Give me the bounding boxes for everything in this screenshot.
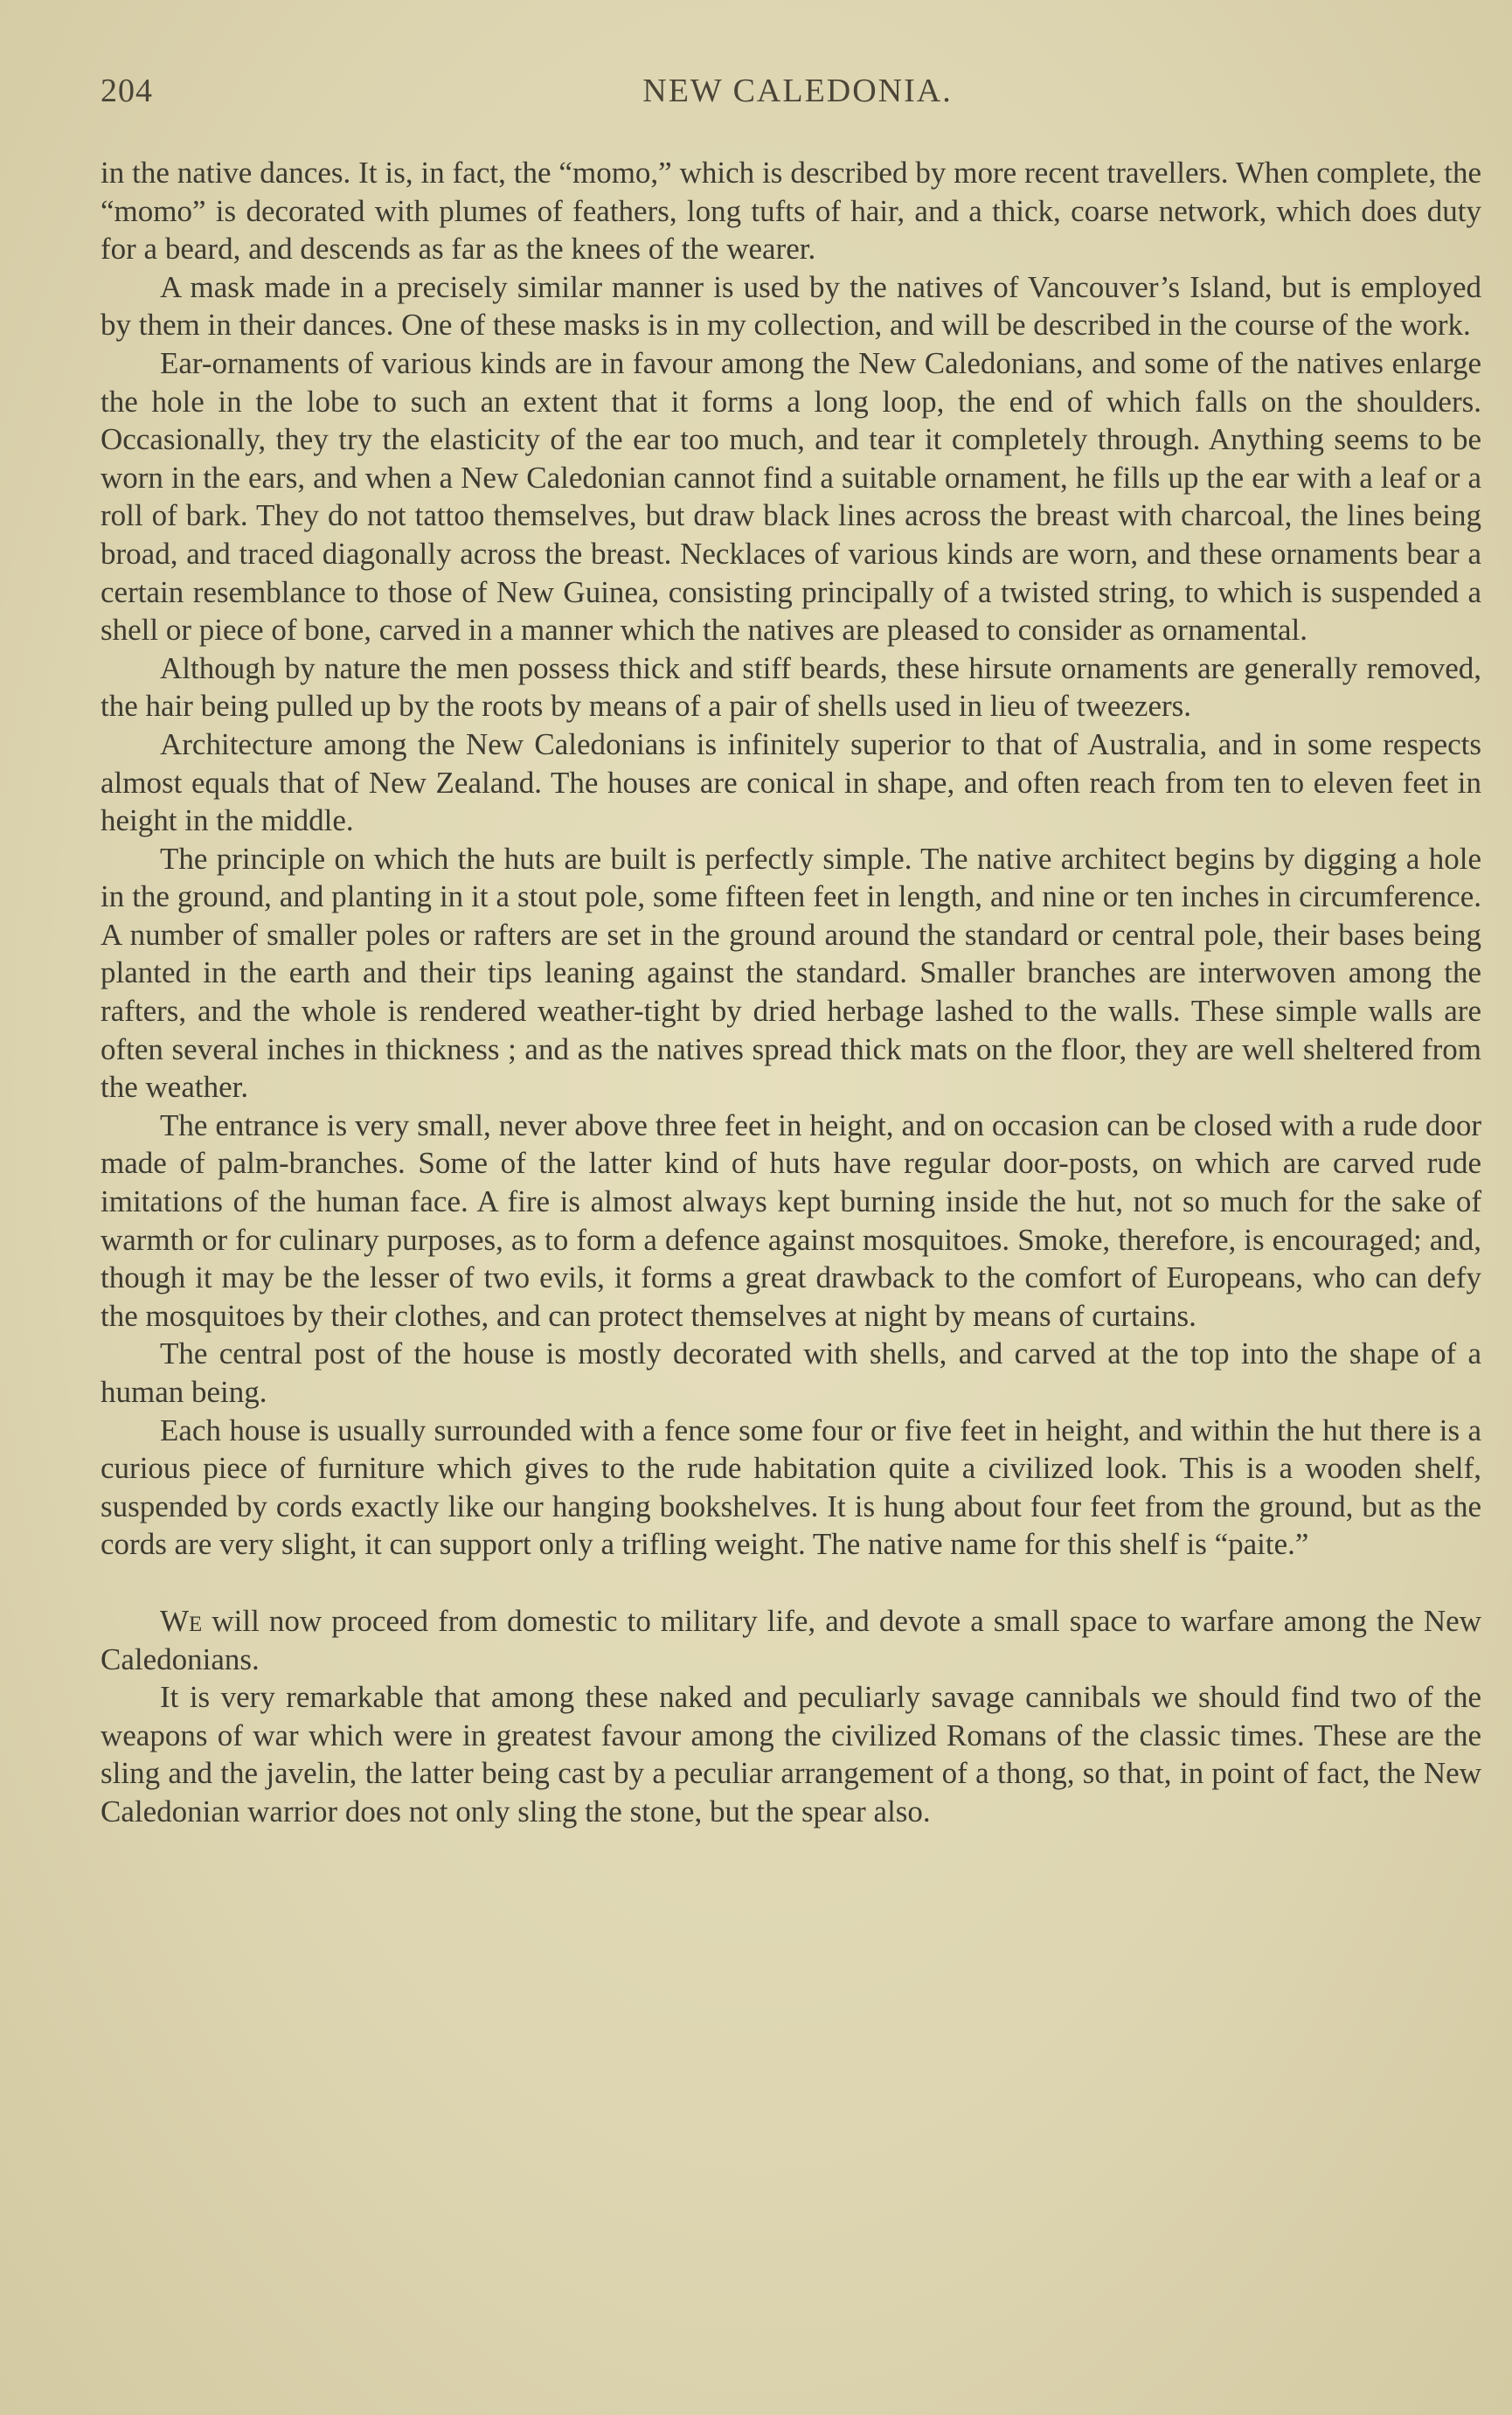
paragraph: The central post of the house is mostly decorated with shells, and carved at the top into the shape of a human being. (101, 1336, 1481, 1409)
page-number: 204 (101, 73, 153, 109)
paragraph-text: will now proceed from domestic to military life, and devote a small space to warfare among the New Caledonians. (101, 1603, 1481, 1676)
running-title: NEW CALEDONIA. (642, 73, 953, 109)
paragraph: The principle on which the huts are built is perfectly simple. The native architect begins by digging a hole in the ground, and planting in it a stout pole, some fifteen feet in length, and nine or ten inches in circumference. A number of smaller poles or rafters are set in the ground around the standard or central pole, their bases being planted in the earth and their tips leaning against the standard. Smaller branches are interwoven among the rafters, and the whole is rendered weather-tight by dried herbage lashed to the walls. These simple walls are often several inches in thickness ; and as the natives spread thick mats on the floor, they are well sheltered from the weather. (101, 841, 1481, 1105)
paragraph: Although by nature the men possess thick and stiff beards, these hirsute ornaments are generally removed, the hair being pulled up by the roots by means of a pair of shells used in lieu of tweezers. (101, 650, 1481, 724)
paragraph: A mask made in a precisely similar manner is used by the natives of Vancouver’s Island, but is employed by them in their dances. One of these masks is in my collection, and will be described in the course of the work. (101, 269, 1481, 343)
body-text (101, 154, 1481, 1831)
paragraph: It is very remarkable that among these naked and peculiarly savage cannibals we should find two of the weapons of war which were in greatest favour among the civilized Romans of the classic times. These are the sling and the javelin, the latter being cast by a peculiar arrangement of a thong, so that, in point of fact, the New Caledonian warrior does not only sling the stone, but the spear also. (101, 1680, 1481, 1829)
paragraph: The entrance is very small, never above three feet in height, and on occasion can be closed with a rude door made of palm-branches. Some of the latter kind of huts have regular door-posts, on which are carved rude imitations of the human face. A fire is almost always kept burning inside the hut, not so much for the sake of warmth or for culinary purposes, as to form a defence against mosquitoes. Smoke, therefore, is encouraged; and, though it may be the lesser of two evils, it forms a great drawback to the comfort of Europeans, who can defy the mosquitoes by their clothes, and can protect themselves at night by means of curtains. (101, 1107, 1481, 1333)
running-head (101, 72, 1495, 124)
small-caps-lead: We (160, 1603, 203, 1638)
paragraph: Each house is usually surrounded with a fence some four or five feet in height, and within the hut there is a curious piece of furniture which gives to the rude habitation quite a civilized look. This is a wooden shelf, suspended by cords exactly like our hanging bookshelves. It is hung about four feet from the ground, but as the cords are very slight, it can support only a trifling weight. The native name for this shelf is “paite.” (101, 1412, 1481, 1562)
paragraph: in the native dances. It is, in fact, the “momo,” which is described by more recent travellers. When complete, the “momo” is decorated with plumes of feathers, long tufts of hair, and a thick, coarse network, which does duty for a beard, and descends as far as the knees of the wearer. (101, 156, 1481, 267)
paragraph: Architecture among the New Caledonians is infinitely superior to that of Australia, and in some respects almost equals that of New Zealand. The houses are conical in shape, and often reach from ten to eleven feet in height in the middle. (101, 726, 1481, 838)
paragraph: Ear-ornaments of various kinds are in favour among the New Caledonians, and some of the natives enlarge the hole in the lobe to such an extent that it forms a long loop, the end of which falls on the shoulders. Occasionally, they try the elasticity of the ear too much, and tear it completely through. Anything seems to be worn in the ears, and when a New Caledonian cannot find a suitable ornament, he fills up the ear with a leaf or a roll of bark. They do not tattoo themselves, but draw black lines across the breast with charcoal, the lines being broad, and traced diagonally across the breast. Necklaces of various kinds are worn, and these ornaments bear a certain resemblance to those of New Guinea, consisting principally of a twisted string, to which is suspended a shell or piece of bone, carved in a manner which the natives are pleased to consider as ornamental. (101, 345, 1481, 648)
section-opening-paragraph (101, 1602, 1481, 1678)
section-break (101, 1564, 1481, 1602)
